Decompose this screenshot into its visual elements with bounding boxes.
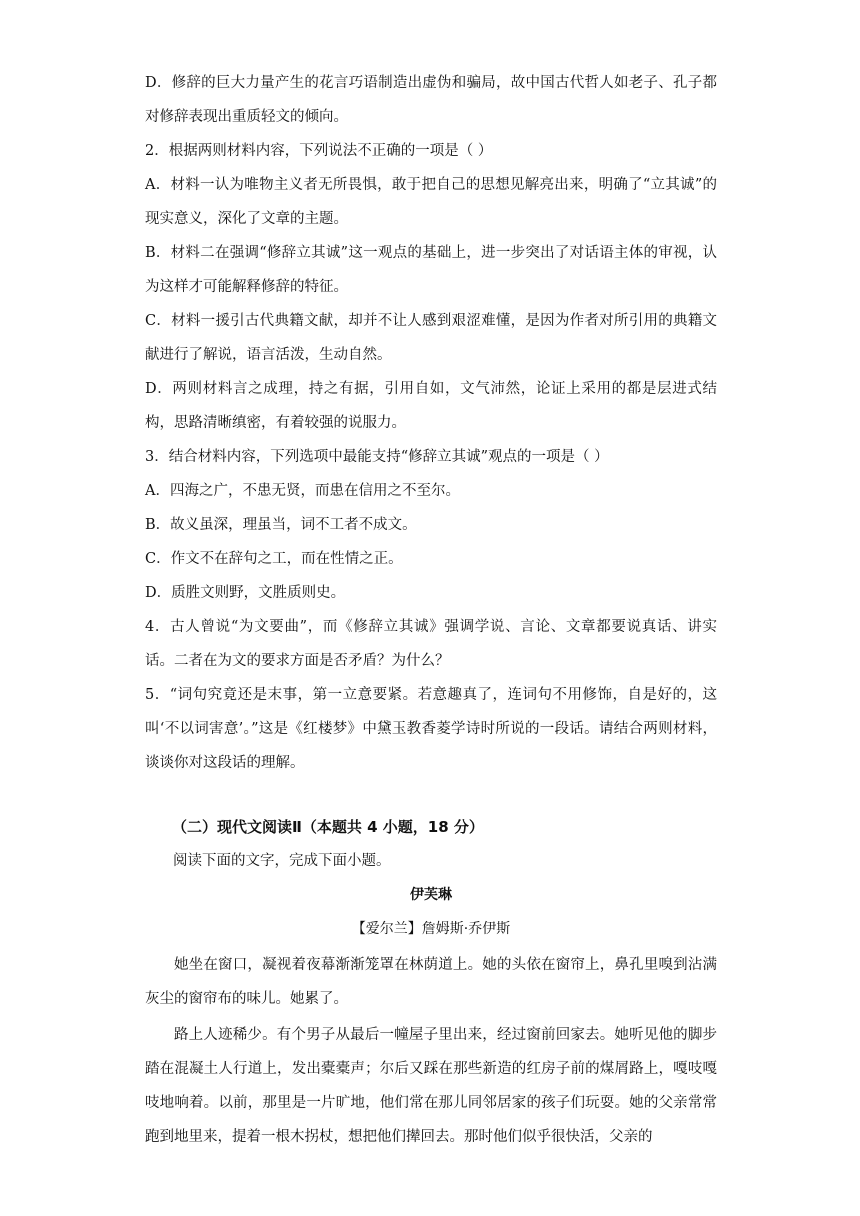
q2-option-d: D．两则材料言之成理，持之有据，引用自如，文气沛然，论证上采用的都是层进式结构，思路清晰缜密，有着较强的说服力。 xyxy=(145,381,717,431)
exam-page xyxy=(145,66,717,1154)
q3-option-d: D．质胜文则野，文胜质则史。 xyxy=(145,585,346,601)
q3-stem: 3．结合材料内容，下列选项中最能支持“修辞立其诚”观点的一项是（ ） xyxy=(145,449,609,465)
q2-option-c: C．材料一援引古代典籍文献，却并不让人感到艰涩难懂，是因为作者对所引用的典籍文献进行了解说，语言活泼，生动自然。 xyxy=(145,313,717,363)
story-paragraph-1: 她坐在窗口，凝视着夜幕渐渐笼罩在林荫道上。她的头依在窗帘上，鼻孔里嗅到沾满灰尘的窗帘布的味儿。她累了。 xyxy=(145,957,717,1007)
q2-option-a: A．材料一认为唯物主义者无所畏惧，敢于把自己的思想见解亮出来，明确了“立其诚”的现实意义，深化了文章的主题。 xyxy=(145,177,717,227)
story-author: 【爱尔兰】詹姆斯·乔伊斯 xyxy=(351,921,511,937)
q3-option-a: A．四海之广，不患无贤，而患在信用之不至尔。 xyxy=(145,483,460,499)
question-4: 4．古人曾说“为文要曲”，而《修辞立其诚》强调学说、言论、文章都要说真话、讲实话。二者在为文的要求方面是否矛盾？为什么？ xyxy=(145,619,717,669)
section-heading: （二）现代文阅读Ⅱ（本题共 4 小题，18 分） xyxy=(172,818,484,836)
q2-stem: 2．根据两则材料内容，下列说法不正确的一项是（ ） xyxy=(145,143,493,159)
section-intro: 阅读下面的文字，完成下面小题。 xyxy=(173,853,391,869)
question-5: 5．“词句究竟还是末事，第一立意要紧。若意趣真了，连词句不用修饰，自是好的，这叫‘不以词害意’。”这是《红楼梦》中黛玉教香菱学诗时所说的一段话。请结合两则材料，谈谈你对这段话的理解。 xyxy=(145,687,717,771)
q3-option-c: C．作文不在辞句之工，而在性情之正。 xyxy=(145,551,403,567)
story-paragraph-2: 路上人迹稀少。有个男子从最后一幢屋子里出来，经过窗前回家去。她听见他的脚步踏在混凝土人行道上，发出橐橐声；尔后又踩在那些新造的红房子前的煤屑路上，嘎吱嘎吱地响着。以前，那里是一片旷地，他们常在那儿同邻居家的孩子们玩耍。她的父亲常常跑到地里来，提着一根木拐杖，想把他们撵回去。那时他们似乎很快活，父亲的 xyxy=(145,1027,717,1145)
story-title: 伊芙琳 xyxy=(410,887,452,903)
q3-option-b: B．故义虽深，理虽当，词不工者不成文。 xyxy=(145,517,417,533)
q2-option-b: B．材料二在强调“修辞立其诚”这一观点的基础上，进一步突出了对话语主体的审视，认为这样才可能解释修辞的特征。 xyxy=(145,245,717,295)
q1-option-d: D．修辞的巨大力量产生的花言巧语制造出虚伪和骗局，故中国古代哲人如老子、孔子都对修辞表现出重质轻文的倾向。 xyxy=(145,75,717,125)
